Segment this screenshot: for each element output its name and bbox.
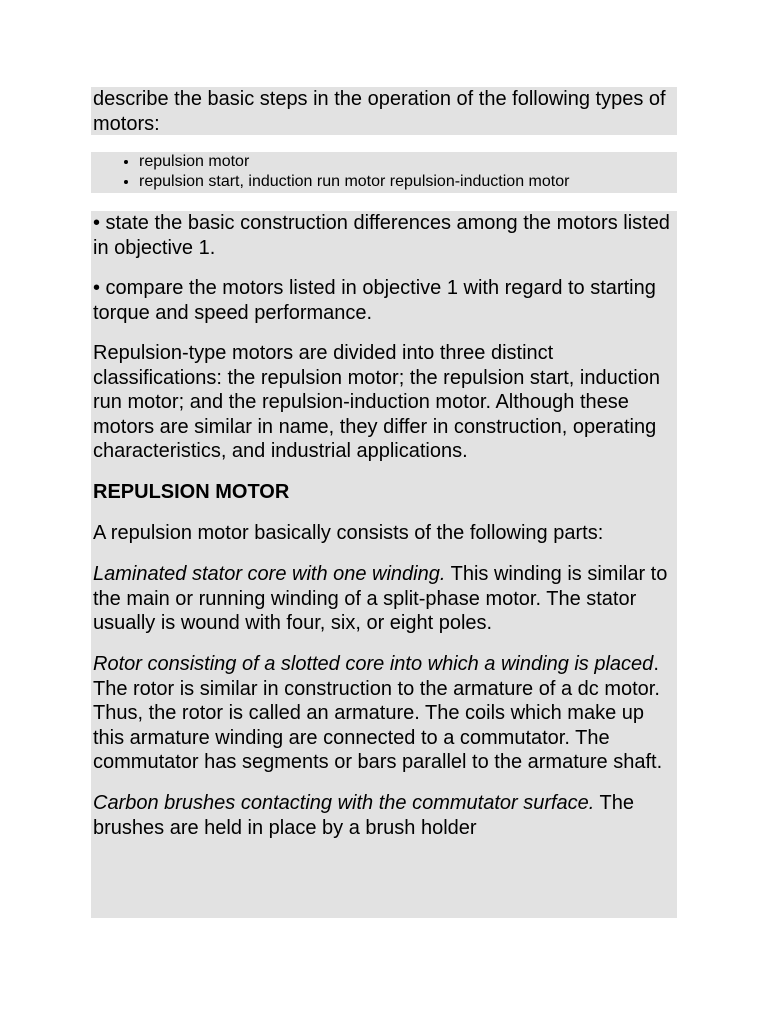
- brushes-body: The brushes are held in place by a brush holder: [93, 792, 635, 839]
- stator-body: This winding is similar to the main or running winding of a split-phase motor. The stator usually is wound with four, six, or eight poles.: [93, 563, 668, 634]
- brushes-lead: Carbon brushes contacting with the commutator surface.: [93, 792, 595, 814]
- main-content-block: [91, 211, 677, 918]
- objective-intro-block: [91, 87, 677, 135]
- section-heading: REPULSION MOTOR: [93, 481, 290, 503]
- list-item: • repulsion start, induction run motor repulsion-induction motor: [139, 172, 677, 192]
- rotor-paragraph: [93, 652, 677, 775]
- brushes-paragraph: [93, 791, 677, 840]
- motor-list-block: [91, 152, 677, 193]
- objective-3-paragraph: • compare the motors listed in objective 1 with regard to starting torque and speed performance.: [93, 277, 656, 324]
- objective-2-paragraph: • state the basic construction differences among the motors listed in objective 1.: [93, 212, 670, 259]
- list-item: • repulsion motor: [139, 152, 677, 172]
- objective-intro-text: describe the basic steps in the operation of the following types of motors:: [93, 88, 666, 135]
- stator-lead: Laminated stator core with one winding.: [93, 563, 446, 585]
- motor-list: [91, 152, 677, 192]
- stator-paragraph: [93, 562, 677, 636]
- rotor-lead: Rotor consisting of a slotted core into which a winding is placed: [93, 653, 654, 675]
- rotor-body: . The rotor is similar in construction to the armature of a dc motor. Thus, the rotor is called an armature. The coils which make up this armature winding are connected to a commutator. The commutator has segments or bars parallel to the armature shaft.: [93, 653, 663, 773]
- classifications-paragraph: Repulsion-type motors are divided into three distinct classifications: the repulsion motor; the repulsion start, induction run motor; and the repulsion-induction motor. Although these motors are similar in name, they differ in construction, operating characteristics, and industrial applications.: [93, 342, 660, 462]
- parts-intro-paragraph: A repulsion motor basically consists of the following parts:: [93, 522, 604, 544]
